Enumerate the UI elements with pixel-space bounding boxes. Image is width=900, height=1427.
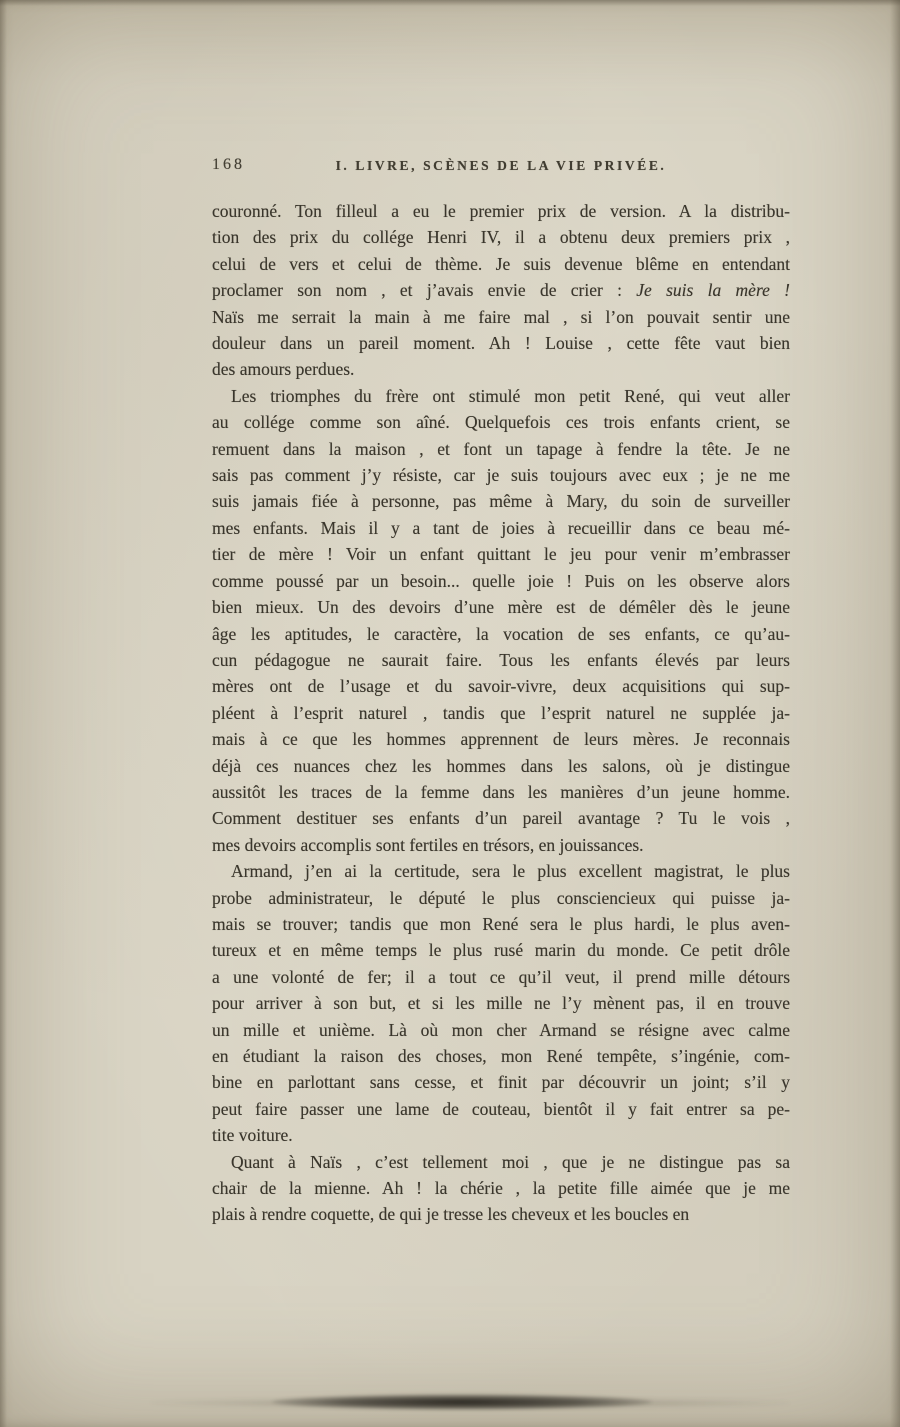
running-header-title: I. LIVRE, SCÈNES DE LA VIE PRIVÉE. (335, 158, 667, 173)
text-run: Comment destituer ses enfants d’un pareil avantage ? Tu le vois , (212, 808, 790, 829)
text-run: remuent dans la maison , et font un tapage à fendre la tête. Je ne (212, 438, 790, 459)
text-run: Les triomphes du frère ont stimulé mon petit René, qui veut aller (231, 385, 790, 406)
running-header (212, 156, 790, 174)
text-run: mères ont de l’usage et du savoir-vivre, deux acquisitions qui sup- (212, 676, 790, 697)
text-line (212, 436, 790, 462)
text-run: au collége comme son aîné. Quelquefois ces trois enfants crient, se (212, 412, 790, 433)
paragraph (212, 1149, 790, 1228)
text-line (212, 937, 790, 963)
text-line (212, 832, 790, 858)
text-run: mais à ce que les hommes apprennent de leurs mères. Je reconnais (212, 729, 790, 750)
text-line (212, 277, 790, 303)
text-line (212, 304, 790, 330)
text-line (212, 224, 790, 250)
text-line (212, 647, 790, 673)
italic-text-run: Je suis la mère ! (636, 280, 790, 301)
text-run: déjà ces nuances chez les hommes dans les salons, où je distingue (212, 755, 790, 776)
text-line (212, 673, 790, 699)
text-run: en étudiant la raison des choses, mon René tempête, s’ingénie, com- (212, 1046, 790, 1066)
page-text-block (212, 156, 790, 1228)
text-line (212, 1175, 790, 1201)
text-run: suis jamais fiée à personne, pas même à Mary, du soin de surveiller (212, 491, 790, 512)
text-line (212, 1201, 790, 1227)
text-line (212, 1017, 790, 1043)
text-run: bine en parlottant sans cesse, et finit par découvrir un joint; s’il y (212, 1072, 790, 1093)
text-run: Quant à Naïs , c’est tellement moi , que je ne distingue pas sa (231, 1151, 790, 1172)
text-line (212, 541, 790, 567)
text-line (212, 911, 790, 937)
text-run: cun pédagogue ne saurait faire. Tous les enfants élevés par leurs (212, 649, 790, 670)
text-run: Naïs me serrait la main à me faire mal , si l’on pouvait sentir une (212, 306, 790, 327)
text-line (212, 1122, 790, 1148)
text-run: sais pas comment j’y résiste, car je suis toujours avec eux ; je ne me (212, 465, 790, 486)
text-line (212, 515, 790, 541)
text-run: chair de la mienne. Ah ! la chérie , la petite fille aimée que je me (212, 1178, 790, 1199)
text-run: plais à rendre coquette, de qui je tresse les cheveux et les boucles en (212, 1204, 690, 1225)
text-line (212, 885, 790, 911)
text-run: Armand, j’en ai la certitude, sera le plus excellent magistrat, le plus (231, 861, 790, 882)
text-line (212, 990, 790, 1016)
text-line (212, 700, 790, 726)
paragraph (212, 198, 790, 383)
text-line (212, 488, 790, 514)
text-run: pléent à l’esprit naturel , tandis que l’esprit naturel ne supplée ja- (212, 702, 790, 723)
text-run: tite voiture. (212, 1125, 293, 1146)
text-run: pour arriver à son but, et si les mille ne l’y mènent pas, il en trouve (212, 993, 790, 1014)
text-run: comme poussé par un besoin... quelle joie ! Puis on les observe alors (212, 570, 790, 591)
text-line (212, 805, 790, 831)
scan-edge-left (0, 0, 7, 1427)
text-line (212, 1149, 790, 1175)
scan-edge-top (0, 0, 900, 6)
text-line (212, 858, 790, 884)
text-body (212, 198, 790, 1228)
text-run: a une volonté de fer; il a tout ce qu’il veut, il prend mille détours (212, 966, 790, 987)
text-line (212, 383, 790, 409)
text-run: couronné. Ton filleul a eu le premier prix de version. A la distribu- (212, 201, 790, 221)
text-run: un mille et unième. Là où mon cher Armand se résigne avec calme (212, 1019, 790, 1040)
text-line (212, 621, 790, 647)
text-line (212, 462, 790, 488)
text-run: probe administrateur, le député le plus consciencieux qui puisse ja- (212, 887, 790, 908)
text-line (212, 964, 790, 990)
text-line (212, 409, 790, 435)
paragraph (212, 383, 790, 858)
text-line (212, 330, 790, 356)
text-run: tureux et en même temps le plus rusé marin du monde. Ce petit drôle (212, 940, 790, 961)
text-run: âge les aptitudes, le caractère, la vocation de ses enfants, ce qu’au- (212, 623, 790, 644)
text-line (212, 1096, 790, 1122)
text-line (212, 753, 790, 779)
text-run: mes devoirs accomplis sont fertiles en trésors, en jouissances. (212, 834, 644, 855)
text-run: bien mieux. Un des devoirs d’une mère est de démêler dès le jeune (212, 597, 790, 618)
text-line (212, 356, 790, 382)
text-run: des amours perdues. (212, 359, 355, 380)
page-number: 168 (212, 156, 245, 173)
text-run: proclamer son nom , et j’avais envie de crier : (212, 280, 637, 301)
text-line (212, 779, 790, 805)
text-line (212, 726, 790, 752)
text-run: celui de vers et celui de thème. Je suis devenue blême en entendant (212, 253, 790, 274)
page-bottom-edge-mark (272, 1394, 652, 1410)
text-run: mes enfants. Mais il y a tant de joies à recueillir dans ce beau mé- (212, 517, 790, 538)
text-line (212, 1069, 790, 1095)
text-line (212, 198, 790, 224)
text-run: peut faire passer une lame de couteau, bientôt il y fait entrer sa pe- (212, 1098, 790, 1119)
text-line (212, 1043, 790, 1069)
text-line (212, 251, 790, 277)
text-line (212, 594, 790, 620)
text-run: tier de mère ! Voir un enfant quittant le jeu pour venir m’embrasser (212, 544, 790, 565)
text-run: douleur dans un pareil moment. Ah ! Louise , cette fête vaut bien (212, 333, 790, 354)
text-run: aussitôt les traces de la femme dans les manières d’un jeune homme. (212, 781, 790, 802)
text-line (212, 568, 790, 594)
text-run: tion des prix du collége Henri IV, il a obtenu deux premiers prix , (212, 227, 790, 248)
paragraph (212, 858, 790, 1148)
scan-edge-right (890, 0, 900, 1427)
text-run: mais se trouver; tandis que mon René sera le plus hardi, le plus aven- (212, 913, 790, 934)
